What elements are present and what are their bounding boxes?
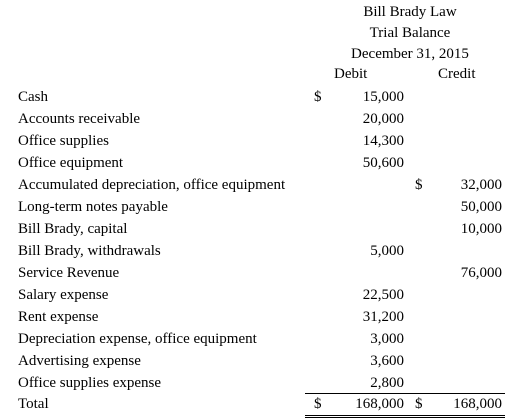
account-name: Service Revenue bbox=[18, 265, 120, 281]
report-date: December 31, 2015 bbox=[351, 46, 469, 62]
total-double-underline-1 bbox=[305, 415, 505, 416]
account-name: Depreciation expense, office equipment bbox=[18, 331, 257, 347]
account-name: Bill Brady, withdrawals bbox=[18, 243, 161, 259]
total-debit-sign: $ bbox=[314, 396, 322, 412]
debit-amount: 3,600 bbox=[370, 353, 404, 369]
table-row bbox=[0, 350, 525, 372]
debit-amount: 2,800 bbox=[370, 375, 404, 391]
debit-column-header: Debit bbox=[334, 66, 368, 82]
account-name: Accumulated depreciation, office equipment bbox=[18, 177, 286, 193]
table-row bbox=[0, 152, 525, 174]
table-row bbox=[0, 372, 525, 394]
credit-amount: 10,000 bbox=[460, 221, 502, 237]
account-name: Office supplies expense bbox=[18, 375, 162, 391]
debit-amount: 31,200 bbox=[362, 309, 404, 325]
account-name: Advertising expense bbox=[18, 353, 141, 369]
total-credit: 168,000 bbox=[453, 396, 502, 412]
total-label: Total bbox=[18, 396, 49, 412]
debit-amount: 15,000 bbox=[362, 89, 404, 105]
total-debit: 168,000 bbox=[355, 396, 404, 412]
table-row bbox=[0, 262, 525, 284]
debit-amount: 50,600 bbox=[362, 155, 404, 171]
table-row bbox=[0, 306, 525, 328]
account-name: Bill Brady, capital bbox=[18, 221, 128, 237]
credit-amount: 32,000 bbox=[460, 177, 502, 193]
table-row bbox=[0, 240, 525, 262]
total-credit-sign: $ bbox=[415, 396, 423, 412]
table-row bbox=[0, 284, 525, 306]
company-name: Bill Brady Law bbox=[363, 4, 457, 20]
account-name: Accounts receivable bbox=[18, 111, 141, 127]
total-double-underline-2 bbox=[305, 417, 505, 418]
table-row bbox=[0, 218, 525, 240]
table-row bbox=[0, 86, 525, 108]
debit-amount: 22,500 bbox=[362, 287, 404, 303]
credit-sign: $ bbox=[415, 177, 423, 193]
account-name: Long-term notes payable bbox=[18, 199, 168, 215]
table-row bbox=[0, 108, 525, 130]
account-name: Rent expense bbox=[18, 309, 99, 325]
table-row bbox=[0, 196, 525, 218]
debit-amount: 3,000 bbox=[370, 331, 404, 347]
account-name: Office equipment bbox=[18, 155, 124, 171]
table-row bbox=[0, 174, 525, 196]
report-title: Trial Balance bbox=[369, 25, 451, 41]
credit-amount: 50,000 bbox=[460, 199, 502, 215]
credit-amount: 76,000 bbox=[460, 265, 502, 281]
total-row bbox=[0, 393, 525, 415]
table-row bbox=[0, 328, 525, 350]
account-name: Office supplies bbox=[18, 133, 109, 149]
debit-amount: 20,000 bbox=[362, 111, 404, 127]
table-row bbox=[0, 130, 525, 152]
debit-amount: 5,000 bbox=[370, 243, 404, 259]
account-name: Salary expense bbox=[18, 287, 109, 303]
debit-sign: $ bbox=[314, 89, 322, 105]
debit-amount: 14,300 bbox=[362, 133, 404, 149]
credit-column-header: Credit bbox=[438, 66, 476, 82]
account-name: Cash bbox=[18, 89, 48, 105]
